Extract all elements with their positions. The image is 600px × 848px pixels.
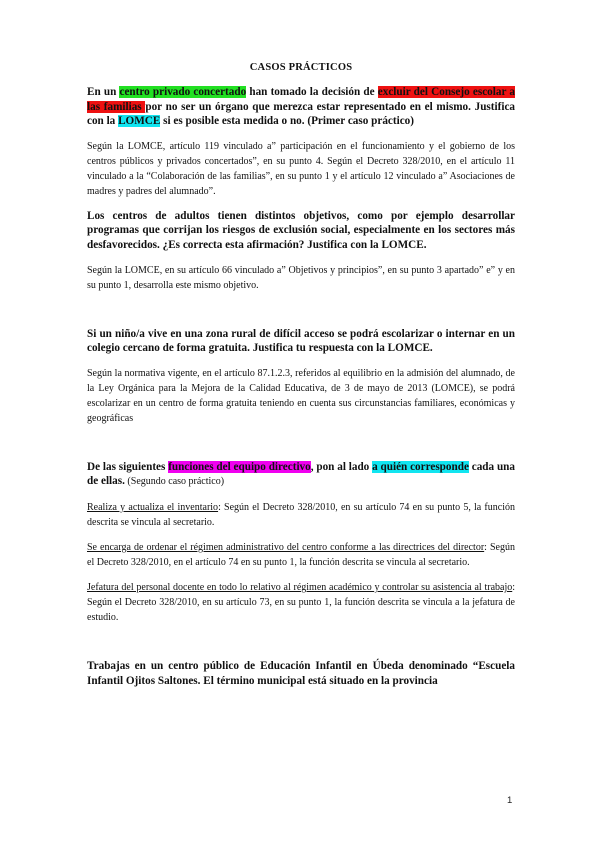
question-1-text: por no ser un órgano que merezca estar representado en el mismo. Justifica con la: [87, 100, 516, 128]
answer-1: Según la LOMCE, artículo 119 vinculado a” participación en el funcionamiento y el gobierno de los centros públicos y privados concertados”, en su punto 4. Según el Decreto 328/2010, en el artículo 11 vinculado a la “Colaboración de las familias”, en su punto 1 y el artículo 12 vinculado a” Asociaciones de madres y padres del alumnado”.: [87, 140, 515, 197]
answer-4-item-text: : Según el Decreto 328/2010, en el artículo 74 en su punto 1, la función descrita se vincula al secretario.: [87, 541, 515, 568]
answer-2: Según la LOMCE, en su artículo 66 vinculado a” Objetivos y principios”, en su punto 3 apartado” e” y en su punto 1, desarrolla este mismo objetivo.: [87, 264, 515, 291]
answer-3: Según la normativa vigente, en el artículo 87.1.2.3, referidos al equilibrio en la admisión del alumnado, de la Ley Orgánica para la Mejora de la Calidad Educativa, de 3 de mayo de 2013 (LOMCE), se podrá escolarizar en un centro de forma gratuita teniendo en cuenta sus circunstancias familiares, económicas y geográficas: [87, 367, 515, 424]
answer-4-item-function: Se encarga de ordenar el régimen administrativo del centro conforme a las directrices del director: [87, 541, 485, 553]
question-1-text: han tomado la decisión de: [246, 86, 378, 98]
answer-4-item-function: Realiza y actualiza el inventario: [87, 501, 219, 513]
answer-4-item: [87, 540, 515, 570]
question-1-text: si es posible esta medida o no. (Primer caso práctico): [160, 115, 414, 128]
question-4-text: De las siguientes: [87, 460, 169, 473]
document-title: CASOS PRÁCTICOS: [249, 62, 353, 73]
question-4-text: , pon al lado: [310, 460, 373, 473]
highlight-lomce: LOMCE: [118, 115, 161, 128]
answer-4-item-text: : Según el Decreto 328/2010, en su artículo 73, en su punto 1, la función descrita se vincula a la jefatura de estudio.: [87, 581, 515, 623]
highlight-funciones: funciones del equipo directivo: [168, 460, 311, 473]
answer-4-item: [87, 580, 515, 625]
question-5: Trabajas en un centro público de Educación Infantil en Úbeda denominado “Escuela Infantil Ojitos Saltones. El término municipal está situado en la provincia: [87, 659, 515, 687]
question-2: Los centros de adultos tienen distintos objetivos, como por ejemplo desarrollar programas que corrijan los riesgos de exclusión social, especialmente en los sectores más desfavorecidos. ¿Es correcta esta afirmación? Justifica con la LOMCE.: [87, 209, 515, 251]
answer-4-item-text: : Según el Decreto 328/2010, en su artículo 74 en su punto 5, la función descrita se vincula al secretario.: [87, 501, 515, 528]
document-page: [87, 62, 515, 698]
answer-4-item-function: Jefatura del personal docente en todo lo relativo al régimen académico y controlar su asistencia al trabajo: [87, 581, 513, 593]
answer-4-item: [87, 500, 515, 530]
highlight-excluir: excluir del Consejo escolar a las familias: [87, 86, 515, 113]
question-1: [87, 85, 515, 129]
question-1-text: En un: [87, 86, 120, 98]
page-number: 1: [507, 795, 513, 806]
question-4-note: (Segundo caso práctico): [124, 476, 225, 488]
highlight-a-quien: a quién corresponde: [372, 460, 469, 473]
question-4-text: cada una de ellas.: [87, 460, 515, 488]
spacer: [87, 635, 515, 659]
question-4: [87, 460, 515, 490]
question-3: Si un niño/a vive en una zona rural de difícil acceso se podrá escolarizar o internar en un colegio cercano de forma gratuita. Justifica tu respuesta con la LOMCE.: [87, 327, 515, 355]
highlight-centro-privado: centro privado concertado: [119, 86, 247, 98]
spacer: [87, 303, 515, 327]
spacer: [87, 436, 515, 460]
